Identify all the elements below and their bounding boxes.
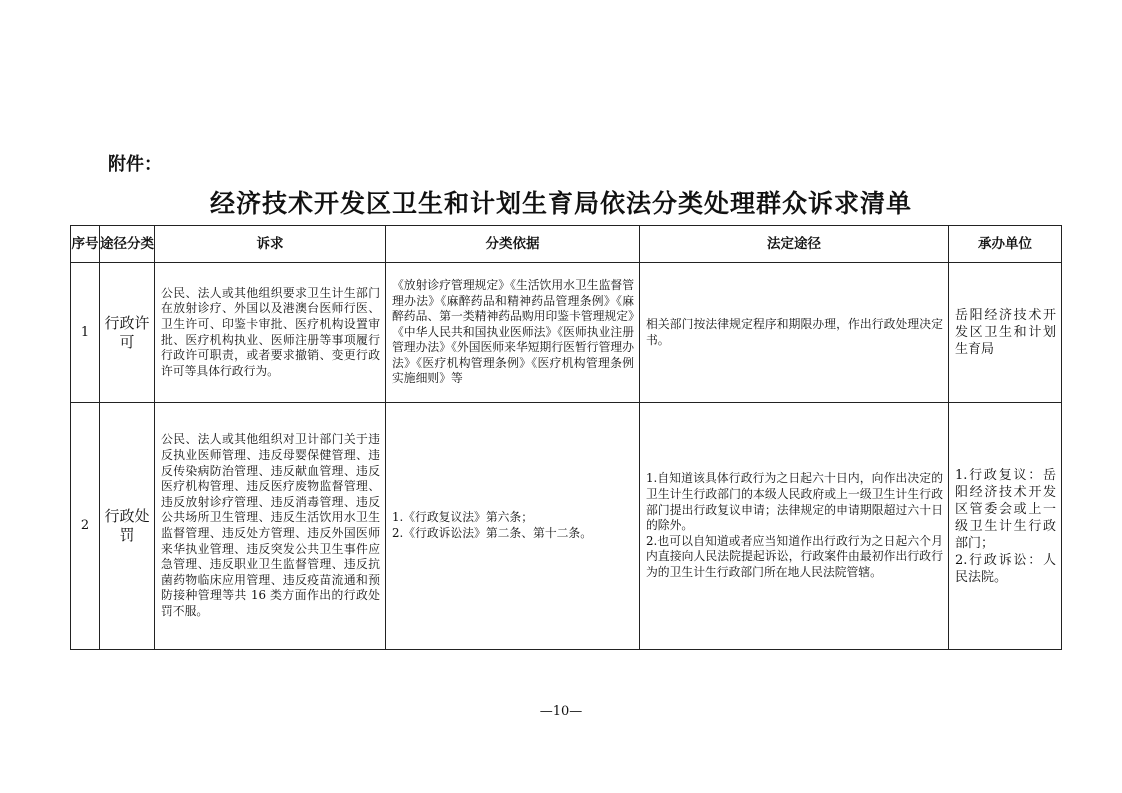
- legal-route-item: 2.也可以自知道或者应当知道作出行政行为之日起六个月内直接向人民法院提起诉讼，行政案件由最初作出行政行为的卫生计生行政部门所在地人民法院管辖。: [646, 533, 943, 579]
- row-unit: [949, 403, 1062, 650]
- header-basis: 分类依据: [386, 226, 640, 263]
- row-route-type: 行政许可: [100, 263, 155, 403]
- row-legal-route: [640, 403, 949, 650]
- header-unit: 承办单位: [949, 226, 1062, 263]
- row-seq: 1: [71, 263, 100, 403]
- table-header-row: [71, 226, 1062, 263]
- row-basis: 《放射诊疗管理规定》《生活饮用水卫生监督管理办法》《麻醉药品和精神药品管理条例》《麻醉药品、第一类精神药品购用印鉴卡管理规定》《中华人民共和国执业医师法》《医师执业注册管理办法》《外国医师来华短期行医暂行管理办法》《医疗机构管理条例》《医疗机构管理条例实施细则》等: [386, 263, 640, 403]
- header-legal-route: 法定途径: [640, 226, 949, 263]
- header-appeal: 诉求: [155, 226, 386, 263]
- unit-item: 1.行政复议：岳阳经济技术开发区管委会或上一级卫生计生行政部门；: [955, 467, 1056, 551]
- header-seq: 序号: [71, 226, 100, 263]
- page-number: —10—: [539, 704, 583, 719]
- row-legal-route: 相关部门按法律规定程序和期限办理，作出行政处理决定书。: [640, 263, 949, 403]
- basis-item: 1.《行政复议法》第六条；: [392, 510, 534, 525]
- attachment-label: 附件：: [108, 154, 162, 175]
- row-unit: 岳阳经济技术开发区卫生和计划生育局: [949, 263, 1062, 403]
- unit-item: 2.行政诉讼：人民法院。: [955, 552, 1056, 585]
- row-route-type: 行政处罚: [100, 403, 155, 650]
- row-basis: [386, 403, 640, 650]
- table-row: [71, 403, 1062, 650]
- basis-item: 2.《行政诉讼法》第二条、第十二条。: [392, 526, 593, 540]
- row-appeal: 公民、法人或其他组织对卫计部门关于违反执业医师管理、违反母婴保健管理、违反传染病防治管理、违反献血管理、违反医疗机构管理、违反医疗废物监督管理、违反放射诊疗管理、违反消毒管理、违反公共场所卫生管理、违反生活饮用水卫生监督管理、违反处方管理、违反外国医师来华执业管理、违反突发公共卫生事件应急管理、违反职业卫生监督管理、违反抗菌药物临床应用管理、违反疫苗流通和预防接种管理等共 16 类方面作出的行政处罚不服。: [155, 403, 386, 650]
- row-seq: 2: [71, 403, 100, 650]
- appeal-classification-table: [70, 225, 1062, 650]
- legal-route-item: 1.自知道该具体行政行为之日起六十日内，向作出决定的卫生计生行政部门的本级人民政府或上一级卫生计生行政部门提出行政复议申请；法律规定的申请期限超过六十日的除外。: [646, 471, 943, 533]
- table-row: [71, 263, 1062, 403]
- header-route-type: 途径分类: [100, 226, 155, 263]
- document-title: 经济技术开发区卫生和计划生育局依法分类处理群众诉求清单: [209, 189, 912, 218]
- row-appeal: 公民、法人或其他组织要求卫生计生部门在放射诊疗、外国以及港澳台医师行医、卫生许可、印鉴卡审批、医疗机构设置审批、医疗机构执业、医师注册等事项履行行政许可职责，或者要求撤销、变更行政许可等具体行政行为。: [155, 263, 386, 403]
